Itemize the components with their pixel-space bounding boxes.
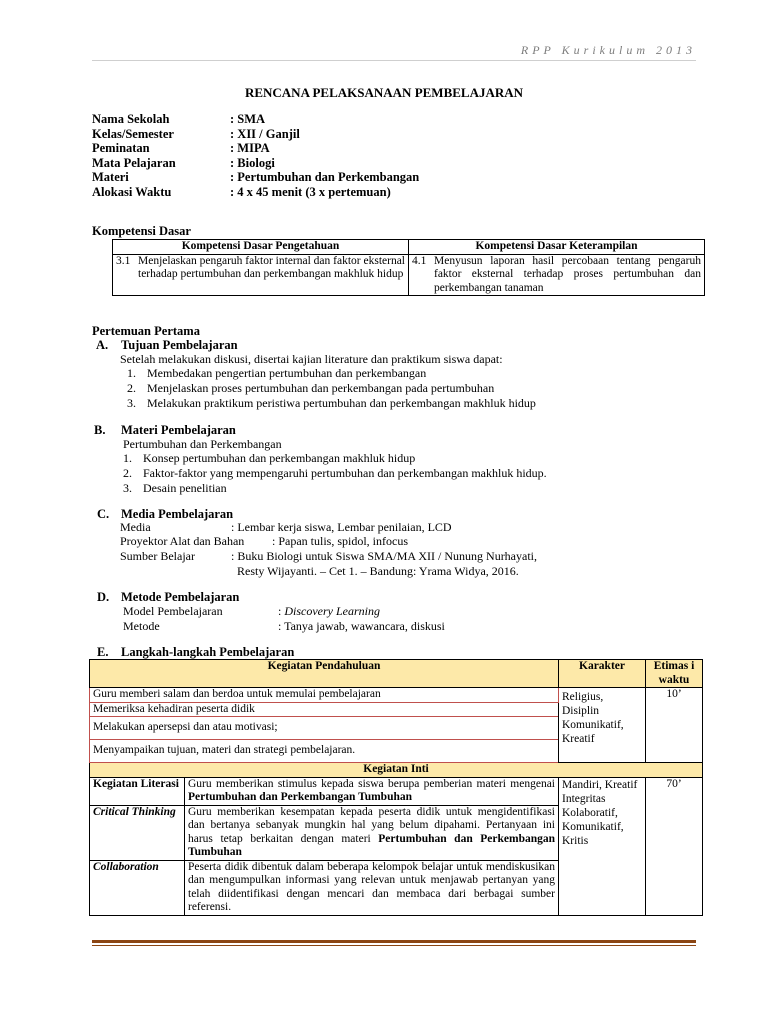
list-number: 2. <box>127 381 136 395</box>
model-value: Discovery Learning <box>284 604 380 618</box>
pendahuluan-activity: Melakukan apersepsi dan atau motivasi; <box>90 717 559 740</box>
identity-value: : 4 x 45 menit (3 x pertemuan) <box>230 184 391 199</box>
inti-waktu: 70’ <box>646 777 703 915</box>
inti-text <box>185 860 559 915</box>
table-row <box>90 688 703 703</box>
kd-table <box>112 239 705 296</box>
kd-number: 3.1 <box>116 254 131 267</box>
inti-text-body: Peserta didik dibentuk dalam beberapa kelompok belajar untuk mendiskusikan dan mengumpulkan informasi yang relevan untuk menjawab pertanyan yang telah diidentifikasi dengan mencari dan membaca dari berbagai sumber referensi. <box>188 860 555 913</box>
metode-key: Metode <box>123 619 160 633</box>
kd-cell-pengetahuan <box>113 254 409 296</box>
list-item <box>123 481 547 496</box>
identity-key: Peminatan <box>92 141 150 155</box>
kd-number: 4.1 <box>412 254 427 267</box>
identity-key: Alokasi Waktu <box>92 184 172 199</box>
list-item <box>123 451 547 466</box>
pendahuluan-karakter: Religius, Disiplin Komunikatif, Kreatif <box>559 688 646 763</box>
list-text: Faktor-faktor yang mempengaruhi pertumbuhan dan perkembangan makhluk hidup. <box>143 466 547 480</box>
sumber-key: Sumber Belajar <box>120 549 195 563</box>
col-karakter: Karakter <box>559 660 646 688</box>
alat-key: Proyektor Alat dan Bahan <box>120 534 245 548</box>
identity-value: : Biologi <box>230 155 275 170</box>
list-number: 3. <box>123 481 132 495</box>
section-b-label: B. <box>94 423 106 437</box>
identity-value: : SMA <box>230 112 266 126</box>
identity-row <box>92 127 419 142</box>
identity-row <box>92 185 419 200</box>
list-item <box>123 466 547 481</box>
sumber-value-2: Resty Wijayanti. – Cet 1. – Bandung: Yrama Widya, 2016. <box>237 564 519 578</box>
media-value: : Lembar kerja siswa, Lembar penilaian, LCD <box>231 520 452 534</box>
running-header: RPP Kurikulum 2013 <box>520 43 696 57</box>
footer-rule-thick <box>92 940 696 943</box>
pendahuluan-activity: Memeriksa kehadiran peserta didik <box>90 702 559 717</box>
identity-key: Materi <box>92 170 129 184</box>
section-a-label: A. <box>96 338 109 352</box>
col-estimasi-waktu: Etimas i waktu <box>646 660 703 688</box>
inti-text <box>185 777 559 805</box>
section-b-title: Materi Pembelajaran <box>121 423 236 437</box>
identity-row <box>92 156 419 171</box>
header-divider <box>92 60 696 61</box>
list-text: Desain penelitian <box>143 481 227 495</box>
kd-heading: Kompetensi Dasar <box>92 224 191 238</box>
inti-label: Collaboration <box>90 860 185 915</box>
kd-text: Menjelaskan pengaruh faktor internal dan faktor eksternal terhadap pertumbuhan dan perkembangan makhluk hidup <box>138 254 405 280</box>
pendahuluan-activity: Menyampaikan tujuan, materi dan strategi pembelajaran. <box>90 740 559 763</box>
section-e-title: Langkah-langkah Pembelajaran <box>121 645 295 659</box>
identity-value: : MIPA <box>230 141 270 155</box>
document-title: RENCANA PELAKSANAAN PEMBELAJARAN <box>244 85 524 100</box>
list-number: 2. <box>123 466 132 480</box>
section-b-list <box>123 451 547 496</box>
inti-text-body: Guru memberikan stimulus kepada siswa berupa pemberian materi mengenai <box>188 777 555 790</box>
list-item <box>127 396 536 411</box>
list-item <box>127 366 536 381</box>
identity-key: Kelas/Semester <box>92 126 174 141</box>
metode-value: : Tanya jawab, wawancara, diskusi <box>278 619 445 633</box>
list-number: 1. <box>123 451 132 465</box>
section-a-intro: Setelah melakukan diskusi, disertai kajian literature dan praktikum siswa dapat: <box>120 352 503 366</box>
section-b-intro: Pertumbuhan dan Perkembangan <box>123 437 282 451</box>
identity-row <box>92 141 419 156</box>
list-number: 3. <box>127 396 136 410</box>
media-key: Media <box>120 520 151 534</box>
inti-text-bold: Pertumbuhan dan Perkembangan Tumbuhan <box>188 832 556 858</box>
list-item <box>127 381 536 396</box>
kd-col-keterampilan: Kompetensi Dasar Keterampilan <box>409 240 705 255</box>
inti-text-bold: Pertumbuhan dan Perkembangan Tumbuhan <box>188 791 413 803</box>
identity-row <box>92 170 419 185</box>
model-key: Model Pembelajaran <box>123 604 223 618</box>
model-value-line <box>278 604 380 619</box>
section-d-label: D. <box>97 590 110 604</box>
identity-value: : Pertumbuhan dan Perkembangan <box>230 170 420 184</box>
row-kegiatan-inti: Kegiatan Inti <box>90 763 703 778</box>
identity-block <box>92 112 419 199</box>
identity-row <box>92 112 419 127</box>
list-number: 1. <box>127 366 136 380</box>
section-d-title: Metode Pembelajaran <box>121 590 240 604</box>
section-c-label: C. <box>97 507 110 521</box>
inti-label: Critical Thinking <box>90 805 185 860</box>
list-text: Konsep pertumbuhan dan perkembangan makhluk hidup <box>143 451 416 465</box>
identity-value: : XII / Ganjil <box>230 126 300 141</box>
pendahuluan-activity: Guru memberi salam dan berdoa untuk memulai pembelajaran <box>90 688 559 703</box>
table-row <box>90 777 703 805</box>
col-kegiatan-pendahuluan: Kegiatan Pendahuluan <box>90 660 559 688</box>
meeting-heading: Pertemuan Pertama <box>92 324 200 338</box>
kd-col-pengetahuan: Kompetensi Dasar Pengetahuan <box>113 240 409 255</box>
list-text: Membedakan pengertian pertumbuhan dan perkembangan <box>147 366 427 380</box>
alat-value: : Papan tulis, spidol, infocus <box>272 534 408 548</box>
section-a-title: Tujuan Pembelajaran <box>121 338 238 352</box>
inti-label: Kegiatan Literasi <box>90 777 185 805</box>
section-a-list <box>127 366 536 411</box>
section-e-label: E. <box>97 645 109 659</box>
inti-text <box>185 805 559 860</box>
section-c-title: Media Pembelajaran <box>121 507 234 521</box>
steps-table <box>89 659 703 916</box>
identity-key: Nama Sekolah <box>92 112 170 126</box>
identity-key: Mata Pelajaran <box>92 155 176 170</box>
sumber-value-1: : Buku Biologi untuk Siswa SMA/MA XII / Nunung Nurhayati, <box>231 549 538 563</box>
pendahuluan-waktu: 10’ <box>646 688 703 763</box>
inti-text-body: Guru memberikan kesempatan kepada peserta didik untuk mengidentifikasi dan bertanya sebanyak mungkin hal yang belum dipahami. Pertanyaan ini harus tetap berkaitan dengan materi <box>188 805 555 845</box>
inti-karakter: Mandiri, Kreatif Integritas Kolaboratif, Komunikatif, Kritis <box>559 777 646 915</box>
footer-rule-thin <box>92 945 696 946</box>
list-text: Menjelaskan proses pertumbuhan dan perkembangan pada pertumbuhan <box>147 381 495 395</box>
list-text: Melakukan praktikum peristiwa pertumbuhan dan perkembangan makhluk hidup <box>147 396 536 410</box>
kd-text: Menyusun laporan hasil percobaan tentang pengaruh faktor eksternal terhadap proses pertumbuhan dan perkembangan tanaman <box>434 254 701 294</box>
model-colon: : <box>278 604 285 618</box>
kd-cell-keterampilan <box>409 254 705 296</box>
